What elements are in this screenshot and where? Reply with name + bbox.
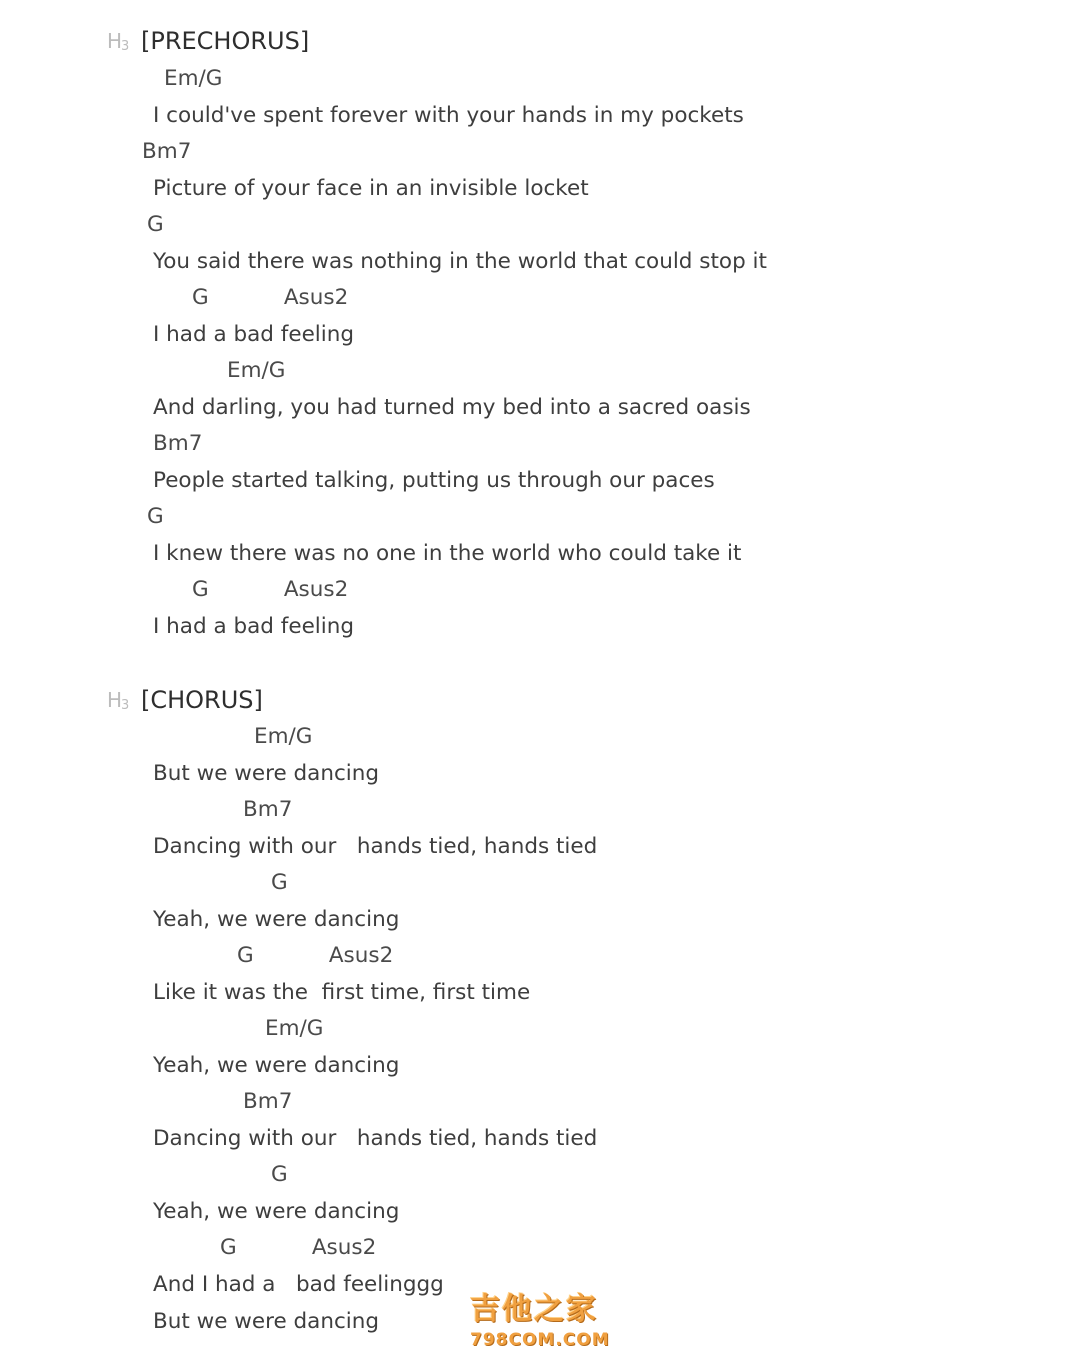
heading-level-marker: $H_3$	[107, 28, 129, 54]
chord-line: Em/G	[227, 358, 286, 383]
lyric-line: But we were dancing	[153, 1309, 380, 1334]
lyric-line: Yeah, we were dancing	[153, 907, 400, 932]
lyric-line: I had a bad feeling	[153, 322, 355, 347]
lyric-line: I had a bad feeling	[153, 614, 355, 639]
chorus-title: [CHORUS]	[141, 686, 263, 714]
lyric-line: Dancing with our hands tied, hands tied	[153, 834, 598, 859]
watermark-title: 吉他之家	[470, 1292, 598, 1327]
chorus-heading	[107, 682, 263, 718]
lyric-line: You said there was nothing in the world that could stop it	[153, 249, 767, 274]
heading-level-marker: $H_3$	[107, 687, 129, 713]
lyric-line: Yeah, we were dancing	[153, 1199, 400, 1224]
prechorus-title: [PRECHORUS]	[141, 27, 310, 55]
chord-line: Bm7	[153, 431, 203, 456]
chord-line: Em/G	[265, 1016, 324, 1041]
chord-line: Bm7	[243, 1089, 293, 1114]
lyric-line: Like it was the first time, first time	[153, 980, 531, 1005]
chord-line: G Asus2	[192, 285, 349, 310]
lyric-line: And darling, you had turned my bed into a sacred oasis	[153, 395, 751, 420]
chord-line: Em/G	[164, 66, 223, 91]
chord-line: G	[271, 1162, 288, 1187]
lyric-line: Picture of your face in an invisible locket	[153, 176, 589, 201]
lyric-line: I knew there was no one in the world who could take it	[153, 541, 742, 566]
chord-line: G	[271, 870, 288, 895]
chord-line: G Asus2	[237, 943, 394, 968]
lyric-line: People started talking, putting us through our paces	[153, 468, 715, 493]
lyric-line: Dancing with our hands tied, hands tied	[153, 1126, 598, 1151]
chord-line: Bm7	[142, 139, 192, 164]
chord-line: Bm7	[243, 797, 293, 822]
watermark-subtitle: 798COM.COM	[470, 1330, 610, 1350]
site-watermark	[470, 1284, 620, 1348]
chord-line: Em/G	[254, 724, 313, 749]
lyric-line: I could've spent forever with your hands in my pockets	[153, 103, 744, 128]
chord-line: G Asus2	[192, 577, 349, 602]
lyric-line: Yeah, we were dancing	[153, 1053, 400, 1078]
lyric-line: But we were dancing	[153, 761, 380, 786]
chord-line: G	[147, 504, 164, 529]
prechorus-heading	[107, 23, 309, 59]
lyric-line: And I had a bad feelinggg	[153, 1272, 444, 1297]
chord-line: G Asus2	[220, 1235, 377, 1260]
chord-line: G	[147, 212, 164, 237]
